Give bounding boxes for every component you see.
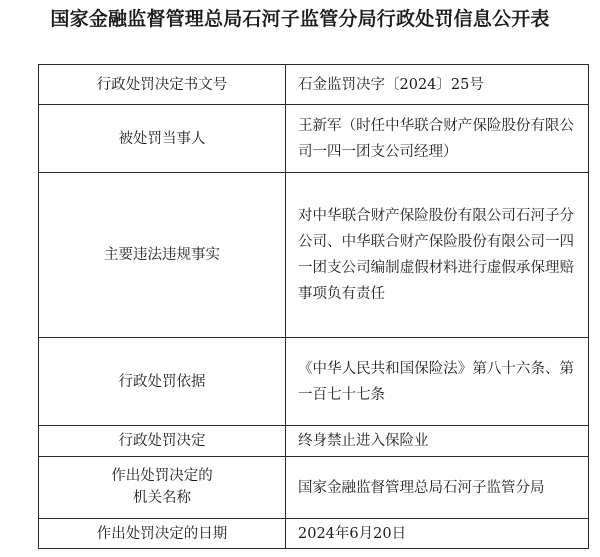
penalized-party-value (286, 105, 589, 173)
penalty-basis-text: 《中华人民共和国保险法》第八十六条、第一百七十七条 (298, 360, 574, 403)
decision-number-text: 石金监罚决字〔2024〕25号 (298, 76, 484, 93)
decision-date-value (286, 519, 589, 549)
decision-date-text: 2024年6月20日 (298, 525, 407, 542)
violation-facts-text: 对中华联合财产保险股份有限公司石河子分公司、中华联合财产保险股份有限公司一四一团支公司编制虚假材料进行虚假承保理赔事项负有责任 (298, 208, 574, 302)
authority-name-label-line1: 作出处罚决定的 (111, 467, 213, 484)
table-row (39, 426, 589, 457)
penalty-decision-value (286, 426, 589, 457)
table-row (39, 519, 589, 549)
decision-number-value (286, 65, 589, 105)
penalized-party-text: 王新军（时任中华联合财产保险股份有限公司一四一团支公司经理） (298, 117, 574, 160)
table-row (39, 105, 589, 173)
penalty-info-table (38, 64, 589, 549)
document-title: 国家金融监督管理总局石河子监管分局行政处罚信息公开表 (50, 8, 550, 30)
authority-name-label-text (111, 465, 213, 509)
table-row (39, 457, 589, 519)
decision-date-label: 作出处罚决定的日期 (39, 519, 286, 549)
penalized-party-label: 被处罚当事人 (39, 105, 286, 173)
table-row (39, 173, 589, 338)
penalty-basis-label: 行政处罚依据 (39, 338, 286, 426)
violation-facts-label: 主要违法违规事实 (39, 173, 286, 338)
authority-name-label (39, 457, 286, 519)
penalty-decision-text: 终身禁止进入保险业 (298, 433, 429, 449)
table-row (39, 65, 589, 105)
authority-name-value (286, 457, 589, 519)
decision-number-label: 行政处罚决定书文号 (39, 65, 286, 105)
penalty-decision-label: 行政处罚决定 (39, 426, 286, 457)
table-row (39, 338, 589, 426)
authority-name-text: 国家金融监督管理总局石河子监管分局 (298, 479, 545, 496)
authority-name-label-line2: 机关名称 (133, 489, 191, 506)
penalty-basis-value (286, 338, 589, 426)
violation-facts-value (286, 173, 589, 338)
